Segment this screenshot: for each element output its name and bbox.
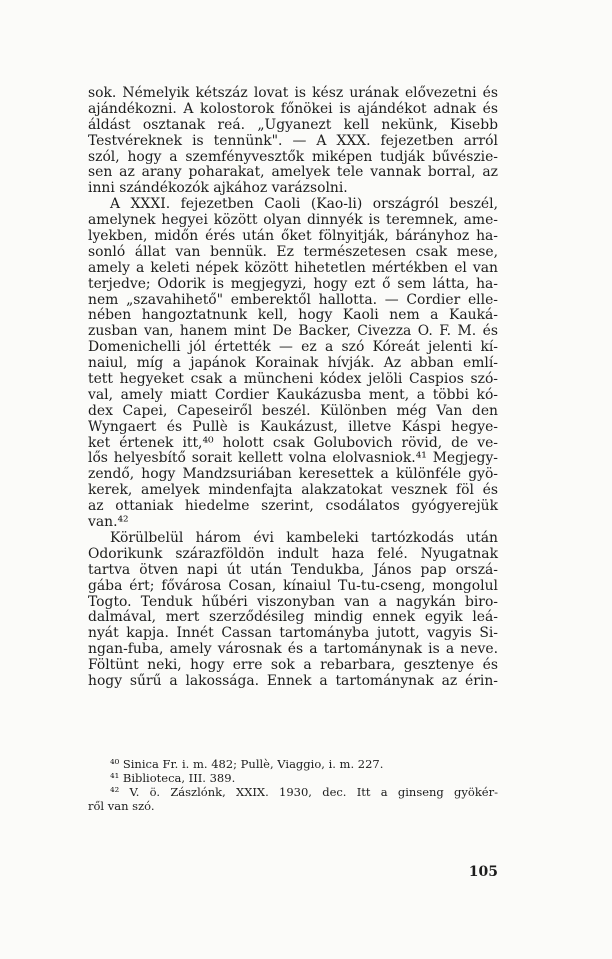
text-line: A XXXI. fejezetben Caoli (Kao-li) országról beszél, — [110, 196, 498, 213]
text-line: zusban van, hanem mint De Backer, Civezza O. F. M. és — [88, 323, 498, 340]
text-line: ket értenek itt,⁴⁰ holott csak Golubovich rövid, de ve- — [88, 434, 498, 451]
text-line: szól, hogy a szemfényvesztők miképen tudják bűvészie- — [88, 148, 498, 165]
text-line: lyekben, midőn érés után őket fölnyitják, bárányhoz ha- — [88, 228, 498, 245]
text-line: lős helyesbítő sorait kellett volna elolvasniok.⁴¹ Megjegy- — [88, 450, 498, 467]
text-line: tett hegyeket csak a müncheni kódex jelöli Caspios szó- — [88, 371, 498, 388]
text-line: amelynek hegyei között olyan dinnyék is teremnek, ame- — [88, 212, 498, 229]
text-line: ngan-fuba, amely városnak és a tartománynak is a neve. — [88, 641, 498, 658]
text-line: amely a keleti népek között hihetetlen mértékben el van — [88, 259, 498, 276]
text-line: nében hangoztatnunk kell, hogy Kaoli nem a Kauká- — [88, 307, 498, 324]
page-number: 105 — [468, 864, 498, 880]
text-line: gába ért; fővárosa Cosan, kínaiul Tu-tu-cseng, mongolul — [88, 577, 498, 594]
text-line: nem „szavahihető" emberektől hallotta. — Cordier elle- — [88, 291, 498, 308]
text-line: sok. Némelyik kétszáz lovat is kész urának elővezetni és — [88, 85, 498, 101]
text-line: tartva ötven napi út után Tendukba, János pap orszá- — [88, 561, 498, 578]
text-line: hogy sűrű a lakossága. Ennek a tartománynak az érin- — [88, 672, 498, 689]
text-line: Togto. Tenduk hűbéri viszonyban van a nagykán biro- — [88, 593, 498, 610]
footnote-line: ⁴² V. ö. Zászlónk, XXIX. 1930, dec. Itt a ginseng gyökér- — [110, 785, 498, 799]
text-line: kerek, amelyek mindenfajta alakzatokat vesznek föl és — [88, 482, 498, 499]
text-line: Wyngaert és Pullè is Kaukázust, illetve Káspi hegye- — [88, 418, 498, 435]
text-line: Körülbelül három évi kambeleki tartózkodás után — [110, 529, 498, 546]
text-line: Föltünt neki, hogy erre sok a rebarbara, gesztenye és — [88, 657, 498, 674]
text-line: nyát kapja. Innét Cassan tartományba jutott, vagyis Si- — [88, 625, 498, 642]
text-line: áldást osztanak reá. „Ugyanezt kell nekünk, Kisebb — [88, 116, 498, 133]
text-line: terjedve; Odorik is megjegyzi, hogy ezt ő sem látta, ha- — [88, 275, 498, 292]
text-line: ajándékozni. A kolostorok főnökei is ajándékot adnak és — [88, 100, 498, 117]
text-line: van.⁴² — [88, 514, 129, 531]
text-line: naiul, míg a japánok Korainak hívják. Az abban emlí- — [88, 355, 498, 372]
footnote-line: ről van szó. — [88, 799, 155, 813]
text-line: val, amely miatt Cordier Kaukázusba ment, a többi kó- — [88, 386, 498, 403]
text-line: sonló állat van bennük. Ez természetesen csak mese, — [88, 243, 498, 260]
text-line: Odorikunk szárazföldön indult haza felé. Nyugatnak — [88, 545, 498, 562]
text-line: dalmával, mert szerződésileg mindig ennek egyik leá- — [88, 609, 498, 626]
footnotes — [88, 757, 498, 813]
body-text — [88, 86, 498, 690]
text-line: inni szándékozók ajkához varázsolni. — [88, 180, 348, 197]
text-line: sen az arany poharakat, amelyek tele vannak borral, az — [88, 164, 498, 181]
footnote-line: ⁴¹ Biblioteca, III. 389. — [110, 771, 236, 785]
footnote-line: ⁴⁰ Sinica Fr. i. m. 482; Pullè, Viaggio, i. m. 227. — [110, 757, 384, 771]
text-line: dex Capei, Capeseiről beszél. Különben még Van den — [88, 402, 498, 419]
text-line: Testvéreknek is tennünk". — A XXX. fejezetben arról — [88, 132, 498, 149]
text-line: az ottaniak hiedelme szerint, csodálatos gyógyerejük — [88, 498, 498, 515]
text-line: zendő, hogy Mandzsuriában keresettek a különféle gyö- — [88, 466, 498, 483]
text-line: Domenichelli jól értették — ez a szó Kóreát jelenti kí- — [88, 339, 498, 356]
